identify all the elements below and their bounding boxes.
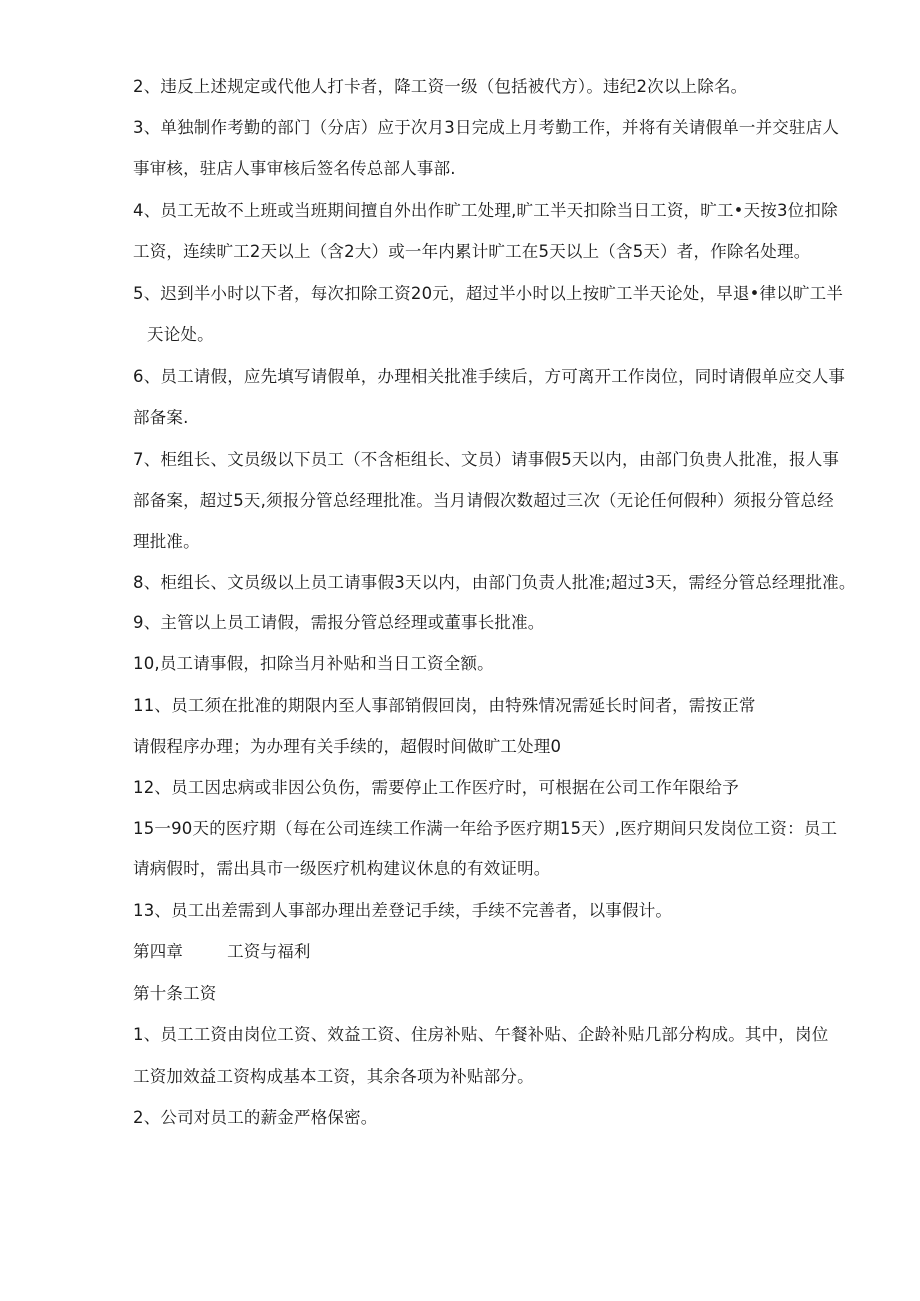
rule-9: 9、主管以上员工请假，需报分管总经理或董事长批准。 [133, 613, 545, 632]
rule-12-line-1: 12、员工因忠病或非因公负伤，需要停止工作医疗时，可根据在公司工作年限给予 [133, 778, 739, 797]
rule-4-line-1: 4、员工无故不上班或当班期间擅自外出作旷工处理,旷工半天扣除当日工资，旷工•天按3位扣除 [133, 201, 838, 220]
rule-10: 10,员工请事假，扣除当月补贴和当日工资全额。 [133, 654, 494, 673]
rule-7-line-2: 部备案，超过5天,须报分管总经理批准。当月请假次数超过三次（无论任何假种）须报分管总经 [133, 491, 834, 510]
salary-rule-1-line-2: 工资加效益工资构成基本工资，其余各项为补贴部分。 [133, 1067, 534, 1086]
rule-7-line-1: 7、柜组长、文员级以下员工（不含柜组长、文员）请事假5天以内，由部门负贵人批准，报人事 [133, 450, 840, 469]
salary-rule-2: 2、公司对员工的薪金严格保密。 [133, 1108, 378, 1127]
rule-13: 13、员工出差需到人事部办理出差登记手续，手续不完善者，以事假计。 [133, 901, 673, 920]
rule-5-line-2: 天论处。 [147, 325, 214, 344]
rule-12-line-2: 15一90天的医疗期（每在公司连续工作满一年给予医疗期15天）,医疗期间只发岗位工资：员工 [133, 819, 838, 838]
article-title: 第十条工资 [133, 984, 217, 1003]
salary-rule-1-line-1: 1、员工工资由岗位工资、效益工资、住房补贴、午餐补贴、企龄补贴几部分构成。其中，岗位 [133, 1025, 829, 1044]
chapter-label: 第四章 [133, 942, 184, 961]
rule-4-line-2: 工资，连续旷工2天以上（含2大）或一年内累计旷工在5天以上（含5天）者，作除名处理。 [133, 242, 811, 261]
rule-5-line-1: 5、迟到半小时以下者，每次扣除工资20元，超过半小时以上按旷工半天论处，早退•律以旷工半 [133, 284, 844, 303]
rule-8: 8、柜组长、文员级以上员工请事假3天以内，由部门负责人批准;超过3天，需经分管总经理批准。 [133, 573, 856, 592]
rule-6-line-2: 部备案. [133, 408, 189, 427]
rule-12-line-3: 请病假时，需出具市一级医疗机构建议休息的有效证明。 [133, 859, 551, 878]
rule-6-line-1: 6、员工请假，应先填写请假单，办理相关批准手续后，方可离开工作岗位，同时请假单应交人事 [133, 367, 846, 386]
rule-11-line-2: 请假程序办理；为办理有关手续的，超假时间做旷工处理0 [133, 737, 562, 756]
rule-11-line-1: 11、员工须在批准的期限内至人事部销假回岗，由特殊情况需延长时间者，需按正常 [133, 696, 756, 715]
chapter-title: 工资与福利 [227, 942, 311, 961]
rule-3-line-1: 3、单独制作考勤的部门（分店）应于次月3日完成上月考勤工作，并将有关请假单一并交驻店人 [133, 118, 840, 137]
chapter-heading [133, 941, 311, 963]
rule-3-line-2: 事审核，驻店人事审核后签名传总部人事部. [133, 159, 456, 178]
rule-7-line-3: 理批准。 [133, 532, 200, 551]
rule-2: 2、违反上述规定或代他人打卡者，降工资一级（包括被代方）。违纪2次以上除名。 [133, 77, 748, 96]
